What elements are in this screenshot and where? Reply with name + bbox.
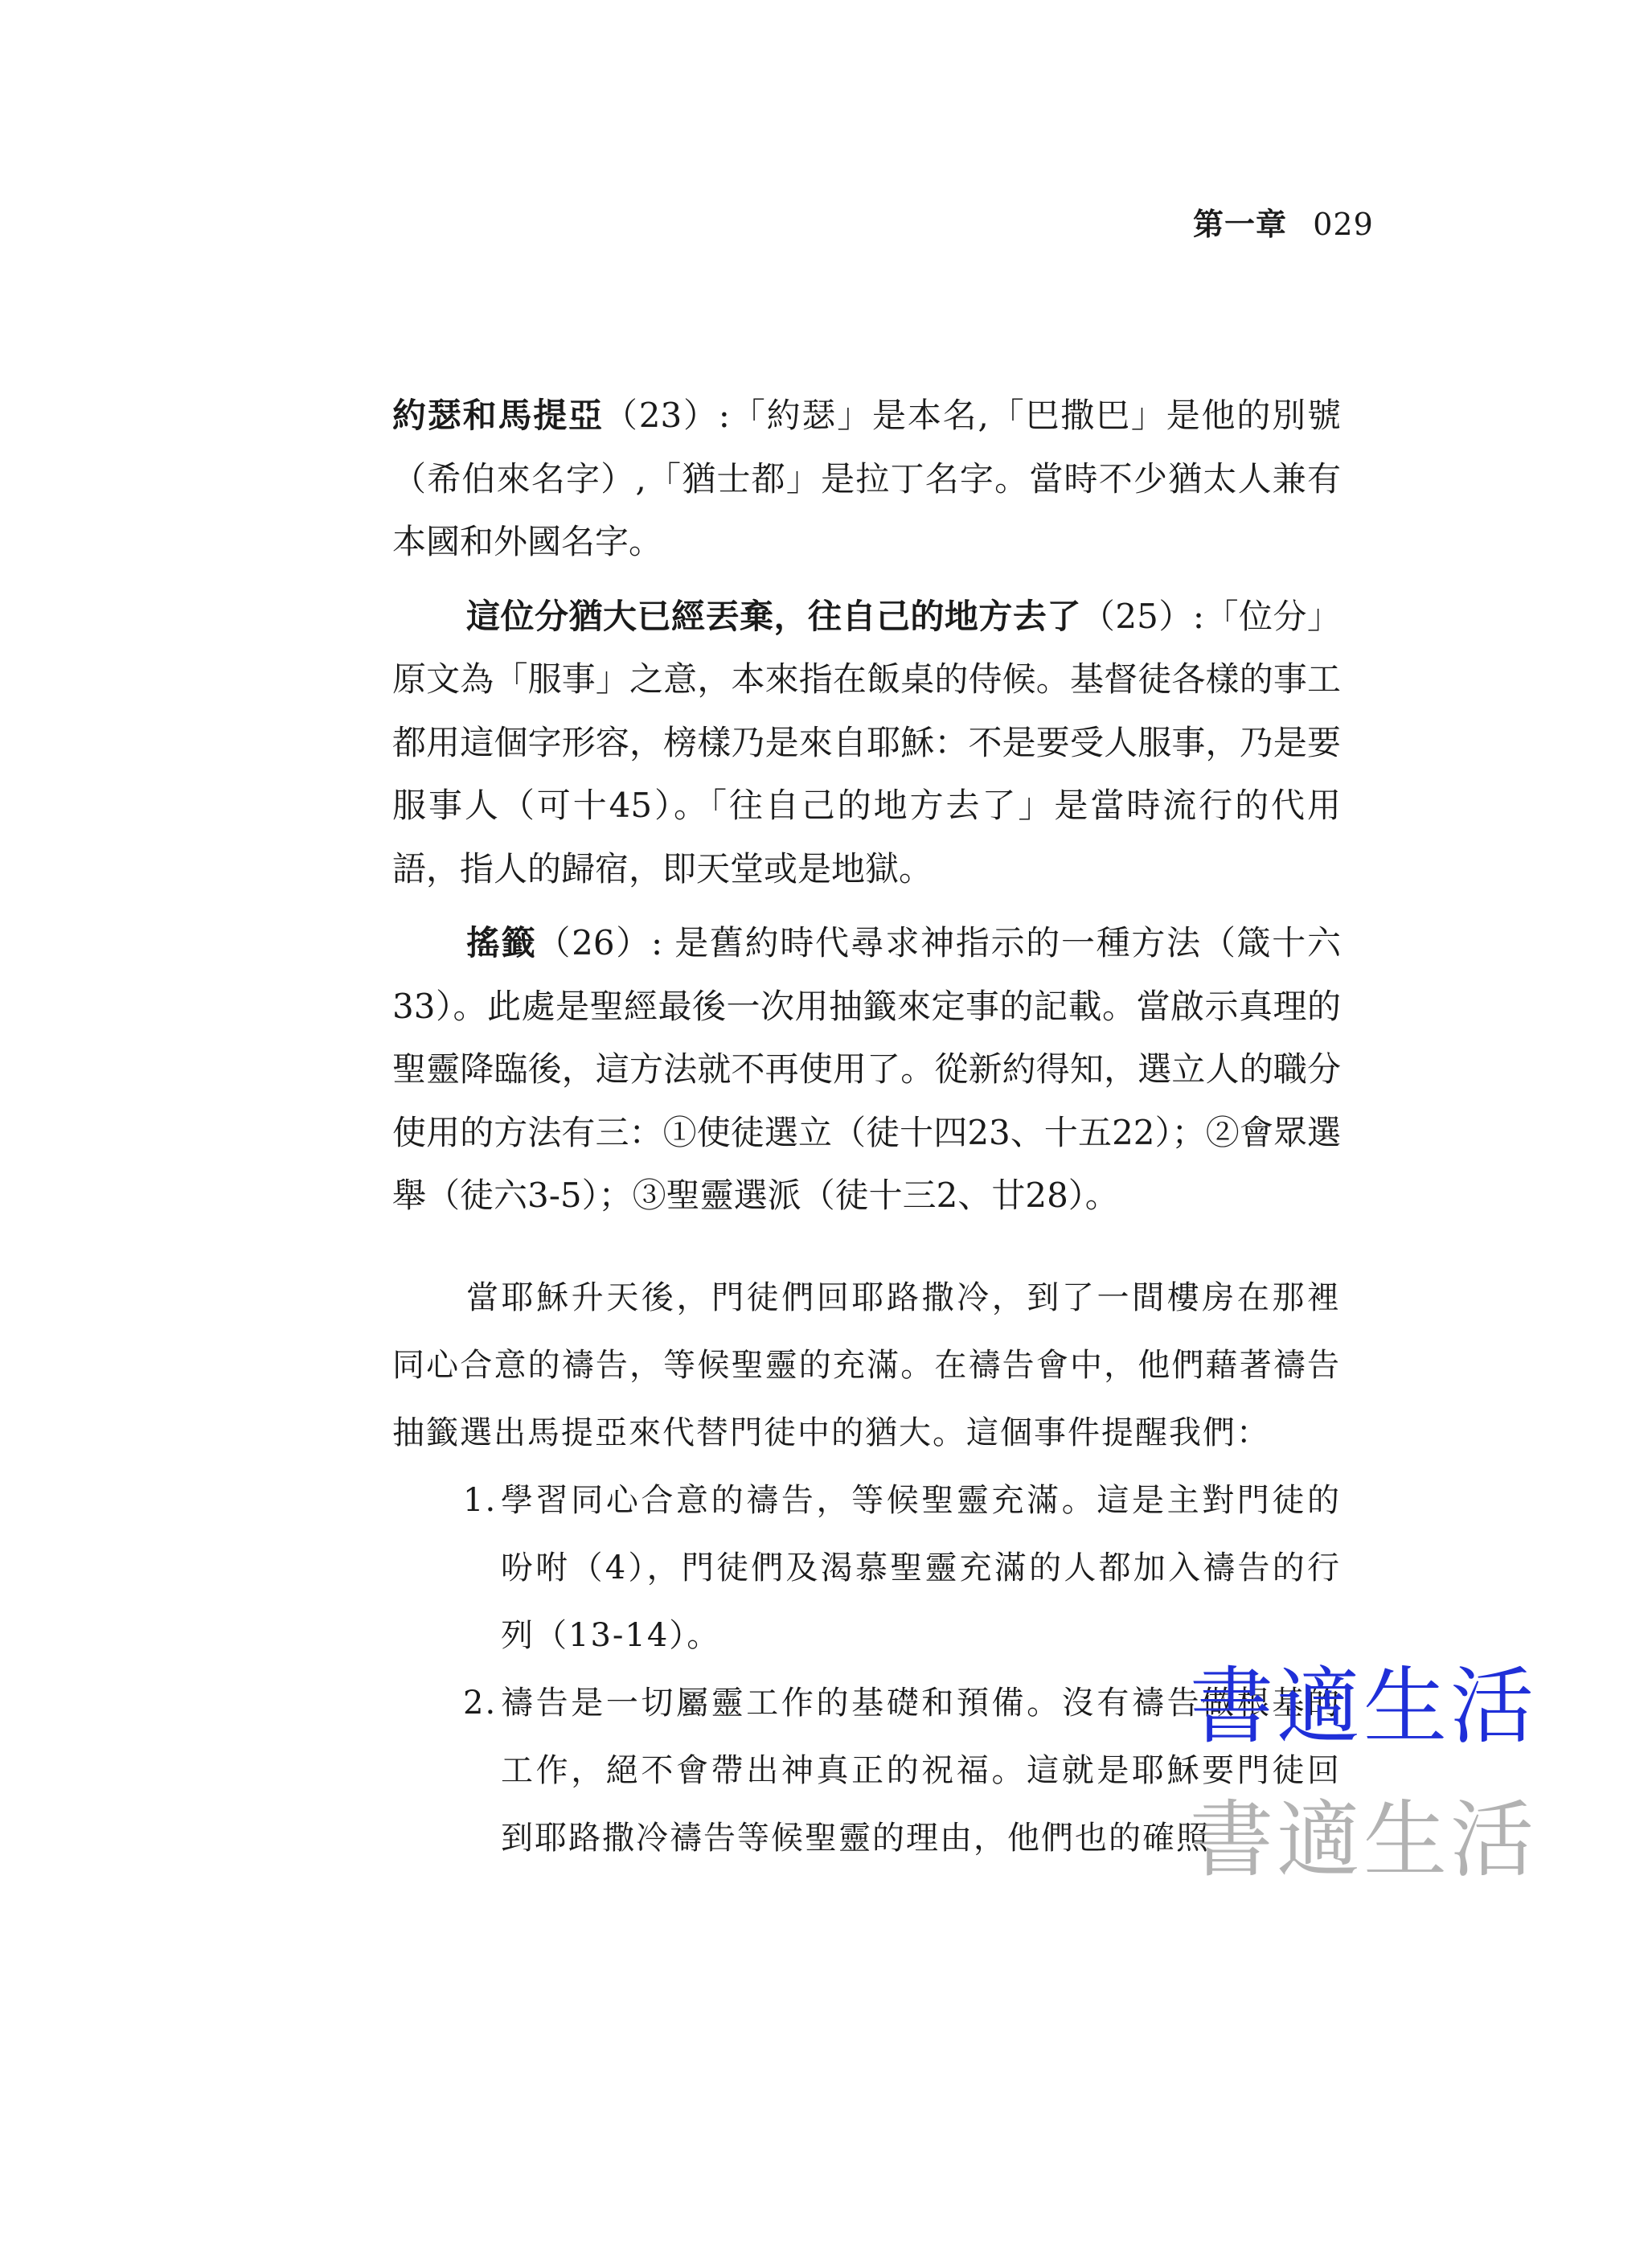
watermark-logo-primary: 書適生活 bbox=[1190, 1657, 1538, 1755]
running-head bbox=[1193, 199, 1374, 244]
list-item-text: 禱告是一切屬靈工作的基礎和預備。沒有禱告做根基的工作，絕不會帶出神真正的祝福。這就是耶穌要門徒回到耶路撒冷禱告等候聖靈的理由，他們也的確照 bbox=[501, 1685, 1341, 1857]
annotation-notes bbox=[392, 384, 1341, 1228]
note-spacer bbox=[392, 574, 1341, 585]
list-marker: 2. bbox=[463, 1685, 498, 1722]
note-casting-lots bbox=[392, 912, 1341, 1228]
commentary-intro: 當耶穌升天後，門徒們回耶路撒冷，到了一間樓房在那裡同心合意的禱告，等候聖靈的充滿。在禱告會中，他們藉著禱告抽籤選出馬提亞來代替門徒中的猶大。這個事件提醒我們： bbox=[392, 1279, 1341, 1451]
note-term: 搖籤 bbox=[466, 923, 537, 962]
note-body: （26）: 是舊約時代尋求神指示的一種方法（箴十六33）。此處是聖經最後一次用抽籤來定事的記載。當啟示真理的聖靈降臨後，這方法就不再使用了。從新約得知，選立人的職分使用的方法有三：①使徒選立（徒十四23、十五22）；②會眾選舉（徒六3-5）；③聖靈選派（徒十三2、廿28）。 bbox=[392, 923, 1341, 1215]
list-marker: 1. bbox=[463, 1482, 498, 1519]
note-spacer bbox=[392, 901, 1341, 912]
list-item-text: 學習同心合意的禱告，等候聖靈充滿。這是主對門徒的吩咐（4），門徒們及渴慕聖靈充滿的人都加入禱告的行列（13-14）。 bbox=[501, 1482, 1341, 1654]
note-term: 這位分猶大已經丟棄，往自己的地方去了 bbox=[466, 596, 1081, 636]
note-term: 約瑟和馬提亞 bbox=[392, 396, 604, 435]
watermark-logo-secondary: 書適生活 bbox=[1190, 1791, 1538, 1889]
list-item bbox=[392, 1467, 1341, 1669]
note-joseph-matthias bbox=[392, 384, 1341, 574]
page-number: 029 bbox=[1313, 207, 1374, 242]
chapter-label: 第一章 bbox=[1193, 206, 1288, 242]
commentary-section bbox=[392, 1264, 1341, 1872]
note-body: （23）:「約瑟」是本名,「巴撒巴」是他的別號（希伯來名字）,「猶士都」是拉丁名字。當時不少猶太人兼有本國和外國名字。 bbox=[392, 396, 1341, 561]
note-position-abandoned bbox=[392, 585, 1341, 901]
note-body: （25）:「位分」原文為「服事」之意，本來指在飯桌的侍候。基督徒各樣的事工都用這個字形容，榜樣乃是來自耶穌：不是要受人服事，乃是要服事人（可十45）。「往自己的地方去了」是當時流行的代用語，指人的歸宿，即天堂或是地獄。 bbox=[392, 596, 1341, 889]
